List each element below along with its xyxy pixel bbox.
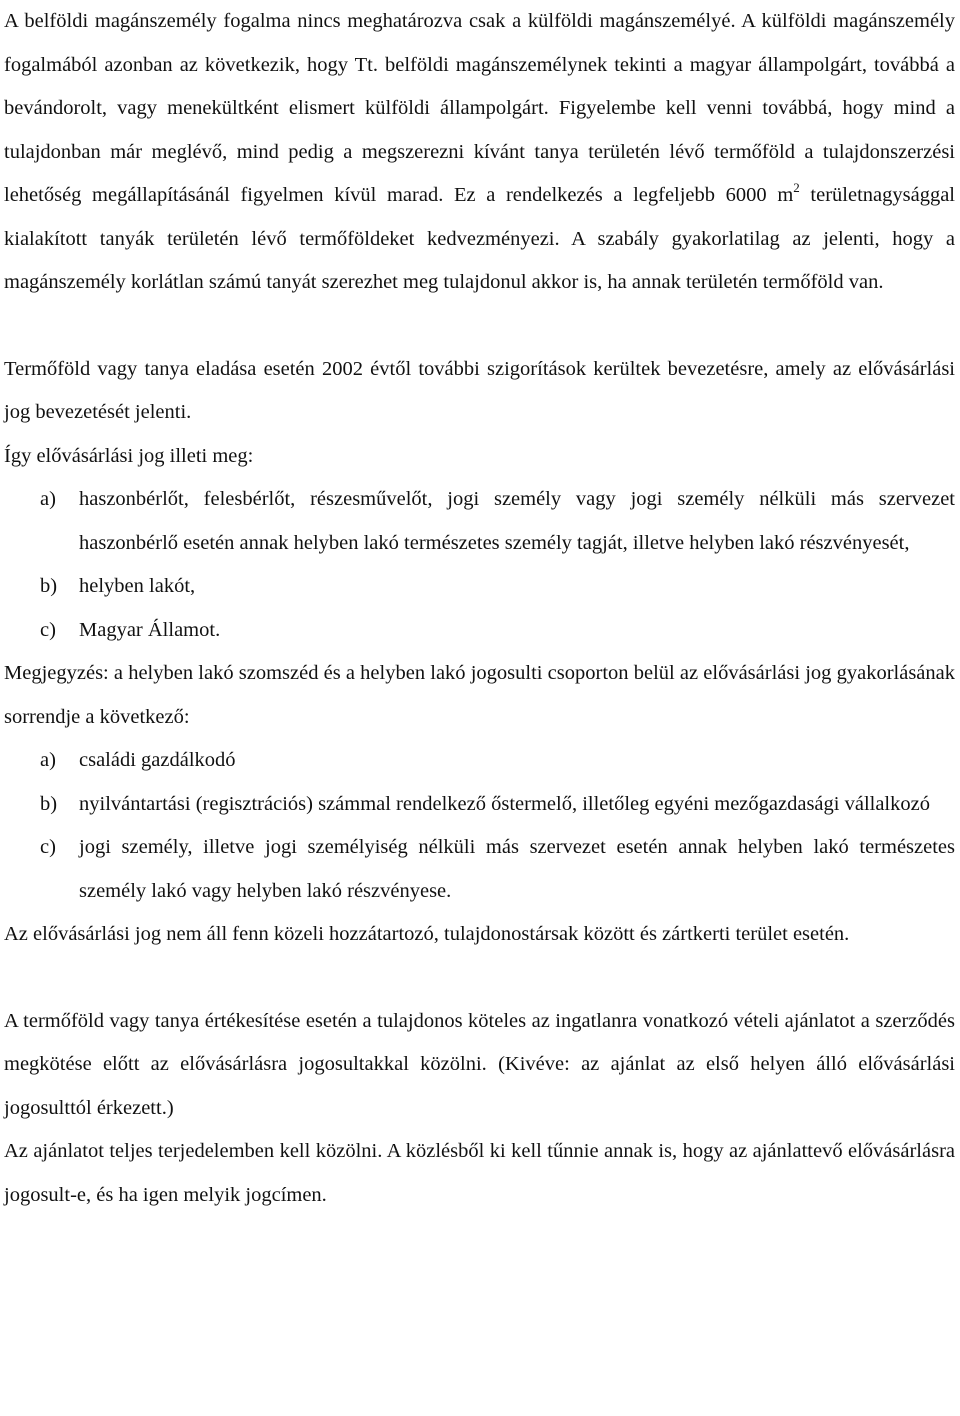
list-item-text: nyilvántartási (regisztrációs) számmal rendelkező őstermelő, illetőleg egyéni mezőgazdasági vállalkozó [79,792,930,815]
paragraph-gap [4,957,955,1000]
preemption-list [4,478,955,652]
list-item [4,826,955,913]
list-item-label: a) [40,488,56,510]
paragraph-text-continued: területnagysággal kialakított tanyák területén lévő termőföldeket kedvezményezi. A szabály gyakorlatilag az jelenti, hogy a magánszemély korlátlan számú tanyát szerezhet meg tulajdonul akkor is, ha annak területén termőföld van. [4,184,955,293]
list-item-label: c) [40,618,56,641]
list-item-text: jogi személy, illetve jogi személyiség nélküli más szervezet esetén annak helyben lakó természetes személy lakó vagy helyben lakó részvényese. [79,836,955,902]
list-item [4,739,955,783]
list-item-text: haszonbérlőt, felesbérlőt, részesművelőt, jogi személy vagy jogi személy nélküli más szervezet haszonbérlő esetén annak helyben lakó természetes személy tagját, illetve helyben lakó részvényesét, [79,488,955,554]
paragraph-foreign-persons [4,0,955,305]
paragraph-text: A belföldi magánszemély fogalma nincs meghatározva csak a külföldi magánszemélyé. A külföldi magánszemély fogalmából azonban az következik, hogy Tt. belföldi magánszemélynek tekinti a magyar állampolgárt, továbbá a bevándorolt, vagy menekültként elismert külföldi állampolgárt. Figyelembe kell venni továbbá, hogy mind a tulajdonban már meglévő, mind pedig a megszerezni kívánt tanya területén lévő termőföld a tulajdonszerzési lehetőség megállapításánál figyelmen kívül marad. Ez a rendelkezés a legfeljebb 6000 m [4,10,955,206]
list-item-label: c) [40,836,56,858]
paragraph-note: Megjegyzés: a helyben lakó szomszéd és a helyben lakó jogosulti csoporton belül az elővásárlási jog gyakorlásának sorrendje a következő: [4,662,955,728]
list-item-text: helyben lakót, [79,575,196,597]
paragraph-restrictions: Termőföld vagy tanya eladása esetén 2002 évtől további szigorítások kerültek bevezetésre, amely az elővásárlási jog bevezetését jelenti. [4,357,955,423]
list-item-text: Magyar Államot. [79,618,221,641]
list-item [4,609,955,653]
order-list [4,739,955,913]
paragraph-exceptions: Az elővásárlási jog nem áll fenn közeli hozzátartozó, tulajdonostársak között és zártkerti terület esetén. [4,923,850,945]
superscript-square: 2 [793,180,800,195]
paragraph-preemption-intro: Így elővásárlási jog illeti meg: [4,444,254,467]
paragraph-offer-details: Az ajánlatot teljes terjedelemben kell közölni. A közlésből ki kell tűnnie annak is, hogy az ajánlattevő elővásárlásra jogosult-e, és ha igen melyik jogcímen. [4,1140,955,1206]
list-item-label: b) [40,792,58,815]
list-item [4,565,955,609]
list-item-label: b) [40,575,58,597]
paragraph-gap [4,305,955,348]
list-item [4,478,955,565]
document-page [4,0,955,1217]
paragraph-offer: A termőföld vagy tanya értékesítése esetén a tulajdonos köteles az ingatlanra vonatkozó vételi ajánlatot a szerződés megkötése előtt az elővásárlásra jogosultakkal közölni. (Kivéve: az ajánlat az első helyen álló elővásárlási jogosulttól érkezett.) [4,1009,955,1119]
list-item [4,783,955,827]
list-item-text: családi gazdálkodó [79,749,236,771]
list-item-label: a) [40,749,56,771]
